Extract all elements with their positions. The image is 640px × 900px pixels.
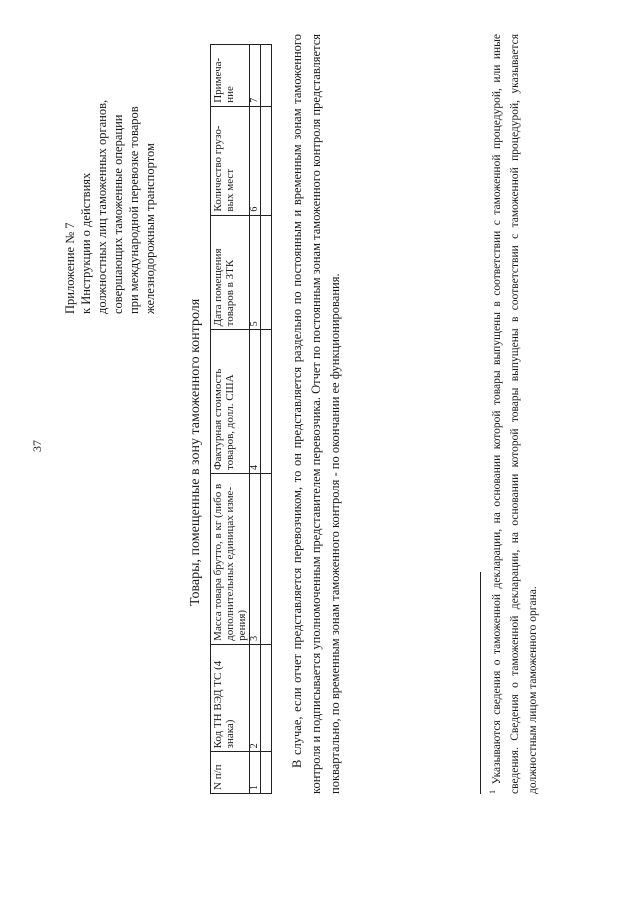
table-cell	[261, 752, 272, 794]
column-header-value: Фактурная стоимость товаров, долл. США	[211, 330, 250, 474]
footnote-divider	[480, 572, 481, 794]
table-row	[250, 45, 261, 794]
column-header-mass: Масса товара брутто, в кг (либо в дополнительных единицах изме-рения)	[211, 474, 250, 645]
appendix-line: при международной перевозке товаров	[127, 106, 141, 314]
footnote-mark: 1	[488, 790, 497, 794]
column-number-cell: 6	[250, 106, 261, 215]
appendix-line: должностных лиц таможенных органов,	[95, 99, 109, 314]
table-cell	[261, 106, 272, 215]
column-number-cell: 3	[250, 474, 261, 645]
column-header-note: Примеча-ние	[211, 45, 250, 107]
column-header-number: N п/п	[211, 752, 250, 794]
footnote-text: Указываются сведения о таможенной декларации, на основании которой товары выпущены в соответствии с таможенной процедурой, или иные сведения. Сведения о таможенной декларации, на основании которой товары выпущены в соответствии с таможенной процедурой, указывается должностным лицом таможенного органа.	[490, 34, 539, 794]
table-row	[261, 45, 272, 794]
table-cell	[261, 215, 272, 330]
column-header-packages: Количество грузо-вых мест	[211, 106, 250, 215]
column-number-cell: 5	[250, 215, 261, 330]
footnote	[484, 34, 542, 794]
body-paragraph: В случае, если отчет представляется перевозчиком, то он представляется раздельно по постоянным и временным зонам таможенного контроля и подписывается уполномоченным представителем перевозчика. Отчет по постоянным зонам таможенного контроля представляется поквартально, по временным зонам таможенного контроля - по окончании ее функционирования.	[290, 33, 342, 794]
goods-table	[210, 44, 272, 794]
document-title: Товары, помещенные в зону таможенного контроля	[188, 298, 203, 606]
column-number-cell: 2	[250, 644, 261, 752]
appendix-header	[62, 24, 158, 314]
column-header-date: Дата помещения товаров в ЗТК	[211, 215, 250, 330]
appendix-line: железнодорожным транспортом	[143, 143, 157, 314]
table-header-row	[211, 45, 250, 794]
appendix-line: Приложение № 7	[63, 222, 77, 314]
table-cell	[261, 644, 272, 752]
table-cell	[261, 45, 272, 107]
column-number-cell: 7	[250, 45, 261, 107]
column-header-code: Код ТН ВЭД ТС (4 знака)	[211, 644, 250, 752]
table-cell	[261, 474, 272, 645]
column-number-cell: 1	[250, 752, 261, 794]
appendix-line: к Инструкции о действиях	[79, 172, 93, 314]
appendix-line: совершающих таможенные операции	[111, 114, 125, 314]
column-number-cell: 4	[250, 330, 261, 474]
page-number: 37	[30, 440, 44, 452]
table-cell	[261, 330, 272, 474]
